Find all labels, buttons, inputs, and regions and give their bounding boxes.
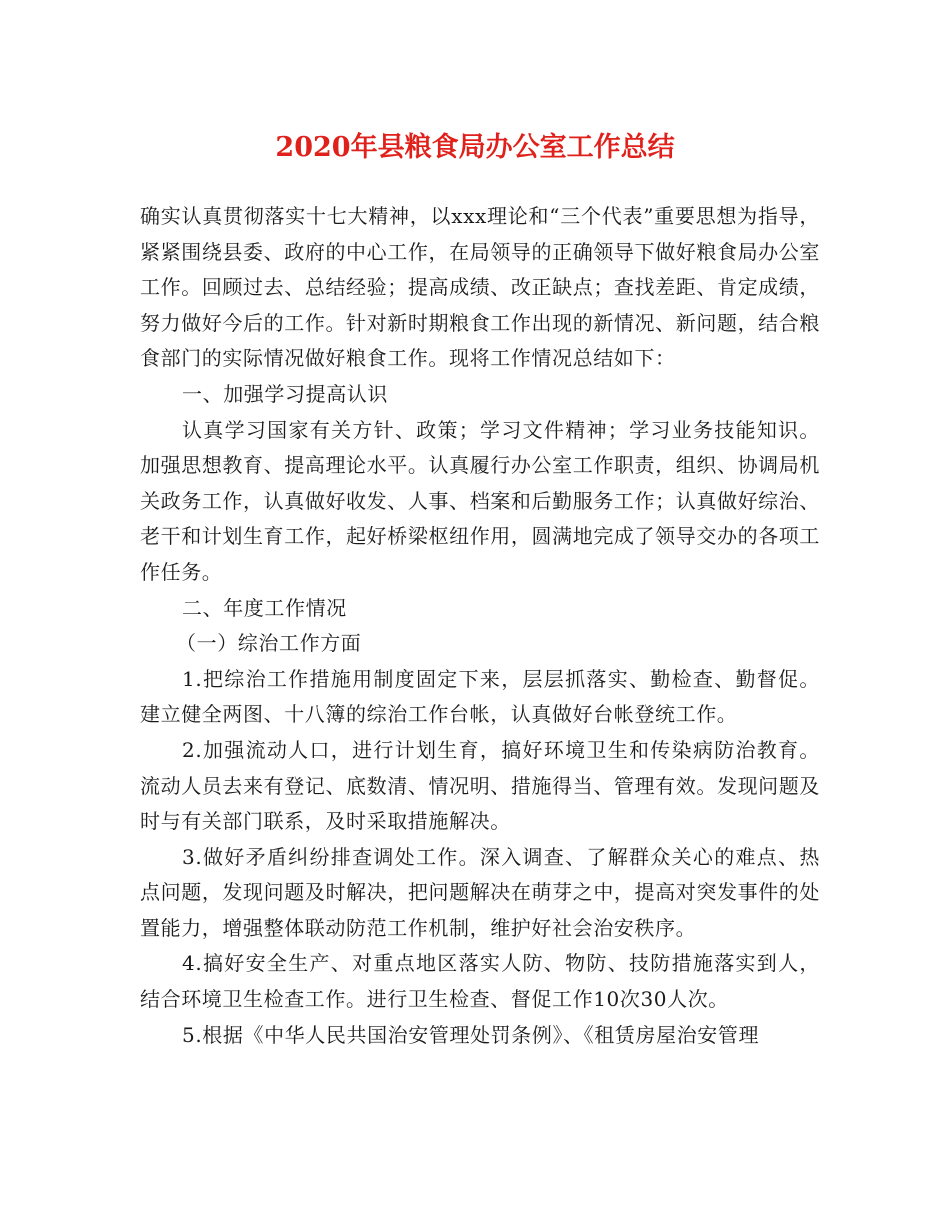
- section-body-1: 认真学习国家有关方针、政策；学习文件精神；学习业务技能知识。加强思想教育、提高理论水平。认真履行办公室工作职责，组织、协调局机关政务工作，认真做好收发、人事、档案和后勤服务工作；认真做好综治、老干和计划生育工作，起好桥梁枢纽作用，圆满地完成了领导交办的各项工作任务。: [140, 417, 820, 584]
- list-item: 4.搞好安全生产、对重点地区落实人防、物防、技防措施落实到人，结合环境卫生检查工作。进行卫生检查、督促工作10次30人次。: [140, 951, 820, 1012]
- intro-paragraph: 确实认真贯彻落实十七大精神，以xxx理论和“三个代表”重要思想为指导，紧紧围绕县委、政府的中心工作，在局领导的正确领导下做好粮食局办公室工作。回顾过去、总结经验；提高成绩、改正缺点；查找差距、肯定成绩，努力做好今后的工作。针对新时期粮食工作出现的新情况、新问题，结合粮食部门的实际情况做好粮食工作。现将工作情况总结如下：: [140, 204, 820, 371]
- document-title: 2020年县粮食局办公室工作总结: [275, 132, 675, 163]
- list-item: 2.加强流动人口，进行计划生育，搞好环境卫生和传染病防治教育。流动人员去来有登记、底数清、情况明、措施得当、管理有效。发现问题及时与有关部门联系，及时采取措施解决。: [140, 737, 820, 834]
- subsection-heading-1: （一）综治工作方面: [176, 631, 362, 656]
- document-body: [140, 199, 820, 1053]
- list-item: 1.把综治工作措施用制度固定下来，层层抓落实、勤检查、勤督促。建立健全两图、十八簿的综治工作台帐，认真做好台帐登统工作。: [140, 666, 820, 727]
- list-item: 5.根据《中华人民共国治安管理处罚条例》、《租赁房屋治安管理: [182, 1022, 760, 1047]
- section-heading-2: 二、年度工作情况: [182, 595, 347, 620]
- section-heading-1: 一、加强学习提高认识: [182, 381, 388, 406]
- list-item: 3.做好矛盾纠纷排查调处工作。深入调查、了解群众关心的难点、热点问题，发现问题及时解决，把问题解决在萌芽之中，提高对突发事件的处置能力，增强整体联动防范工作机制，维护好社会治安秩序。: [140, 844, 820, 940]
